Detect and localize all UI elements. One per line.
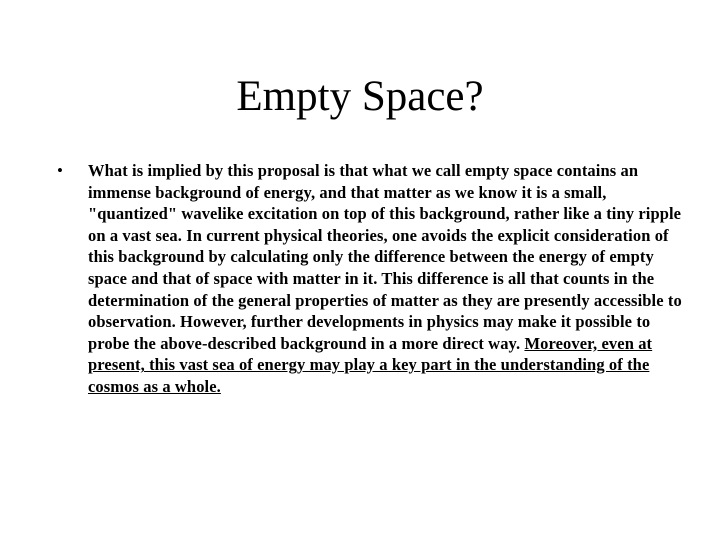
bullet-icon: • [57, 161, 63, 180]
bullet-text [88, 160, 687, 398]
slide-title: Empty Space? [236, 73, 484, 120]
bullet-text-underlined: Moreover, even at present, this vast sea of energy may play a key part in the understanding of the cosmos as a whole. [88, 333, 653, 396]
bullet-text-plain: What is implied by this proposal is that what we call empty space contains an immense background of energy, and that matter as we know it is a small, "quantized" wavelike excitation on top of this background, rather like a tiny ripple on a vast sea. In current physical theories, one avoids the explicit consideration of this background by calculating only the difference between the energy of empty space and that of space with matter in it. This difference is all that counts in the determination of the general properties of matter as they are presently accessible to observation. However, further developments in physics may make it possible to probe the above-described background in a more direct way. [88, 161, 682, 353]
bullet-item [57, 160, 687, 398]
bullet-list [57, 160, 687, 398]
